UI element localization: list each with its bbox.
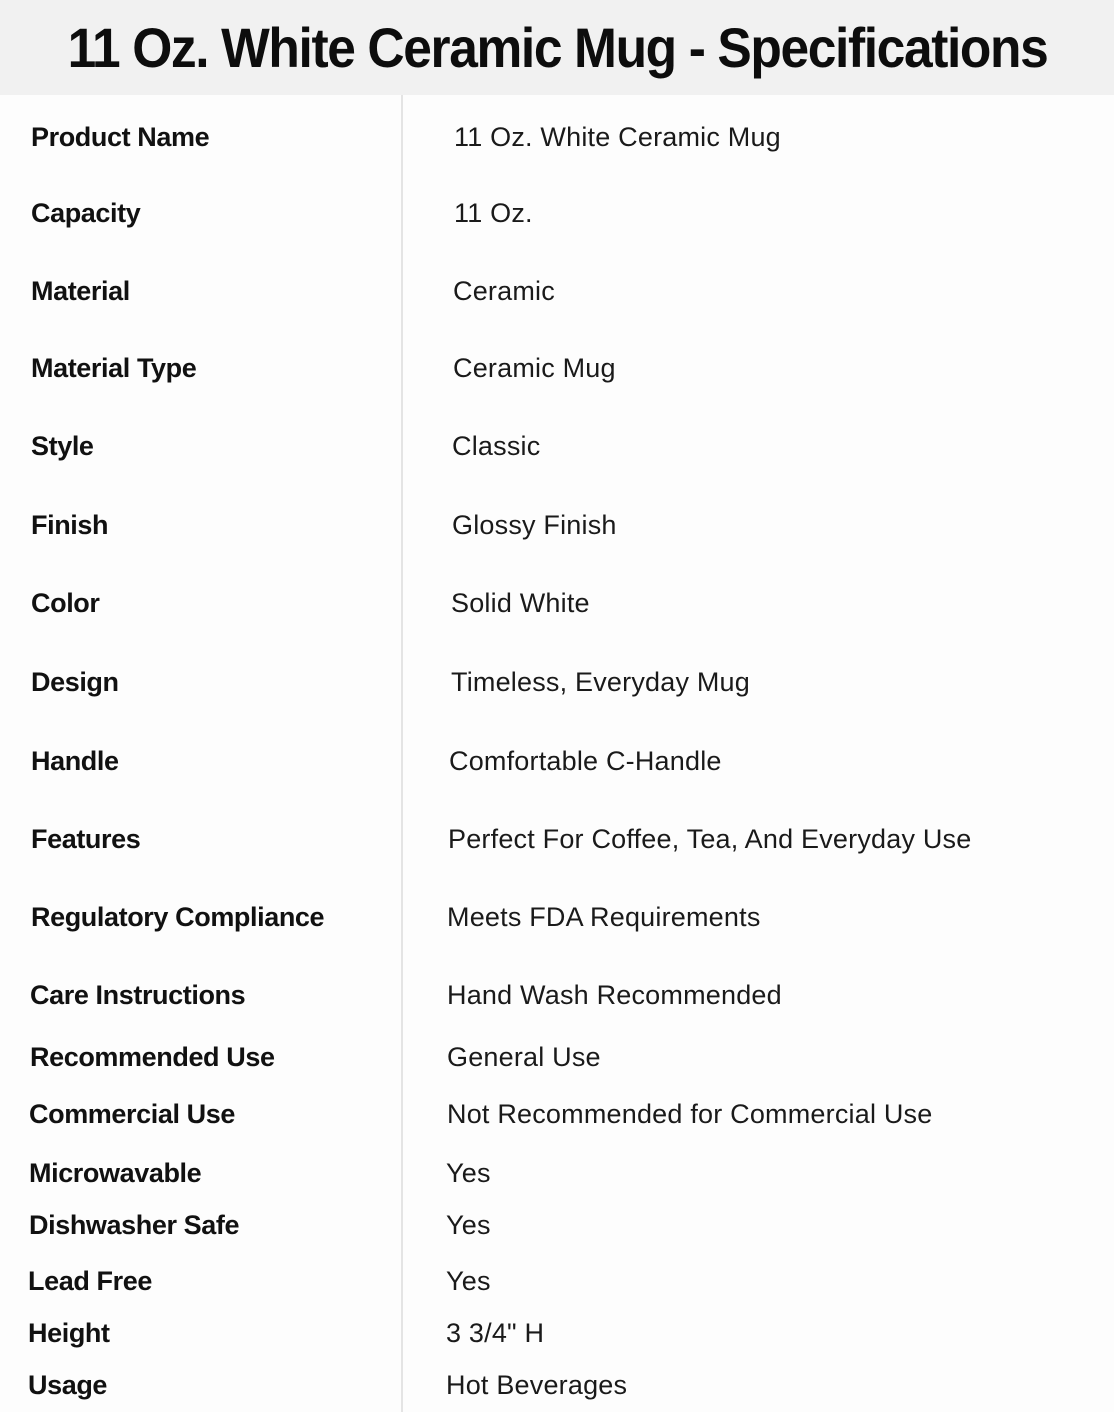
spec-value: Hot Beverages: [446, 1370, 628, 1400]
spec-label: Material Type: [31, 353, 197, 383]
spec-value: Yes: [446, 1210, 491, 1240]
spec-label: Product Name: [31, 122, 210, 152]
spec-label: Microwavable: [29, 1158, 202, 1188]
spec-value: Ceramic Mug: [453, 353, 616, 383]
spec-label: Lead Free: [28, 1266, 152, 1296]
spec-value: 11 Oz. White Ceramic Mug: [454, 122, 781, 152]
spec-label: Material: [31, 276, 130, 306]
spec-label: Dishwasher Safe: [29, 1210, 240, 1240]
spec-label: Regulatory Compliance: [31, 902, 325, 932]
spec-value: Yes: [446, 1158, 491, 1188]
spec-label: Design: [31, 667, 119, 697]
title-bar: [0, 0, 1114, 95]
page-title: 11 Oz. White Ceramic Mug - Specifications: [67, 16, 1047, 79]
spec-value: Comfortable C-Handle: [449, 746, 722, 776]
spec-label: Style: [31, 431, 94, 461]
spec-value: Solid White: [451, 588, 590, 618]
spec-value: General Use: [447, 1042, 601, 1072]
spec-value: 11 Oz.: [454, 198, 533, 228]
spec-label: Color: [31, 588, 100, 618]
spec-label: Features: [31, 824, 141, 854]
spec-value: Perfect For Coffee, Tea, And Everyday Use: [448, 824, 972, 854]
spec-value: Meets FDA Requirements: [447, 902, 761, 932]
spec-table: [0, 95, 1114, 1412]
spec-value: Hand Wash Recommended: [447, 980, 782, 1010]
spec-value: Yes: [446, 1266, 491, 1296]
spec-label: Handle: [31, 746, 119, 776]
spec-label: Care Instructions: [30, 980, 246, 1010]
spec-label: Usage: [28, 1370, 108, 1400]
spec-value: 3 3/4" H: [446, 1318, 545, 1348]
spec-value: Not Recommended for Commercial Use: [447, 1099, 933, 1129]
spec-label: Capacity: [31, 198, 141, 228]
spec-label: Finish: [31, 510, 109, 540]
spec-label: Recommended Use: [30, 1042, 275, 1072]
spec-label: Height: [28, 1318, 110, 1348]
spec-value: Ceramic: [453, 276, 555, 306]
spec-label: Commercial Use: [29, 1099, 235, 1129]
spec-value: Classic: [452, 431, 541, 461]
spec-value: Timeless, Everyday Mug: [451, 667, 750, 697]
spec-value: Glossy Finish: [452, 510, 617, 540]
